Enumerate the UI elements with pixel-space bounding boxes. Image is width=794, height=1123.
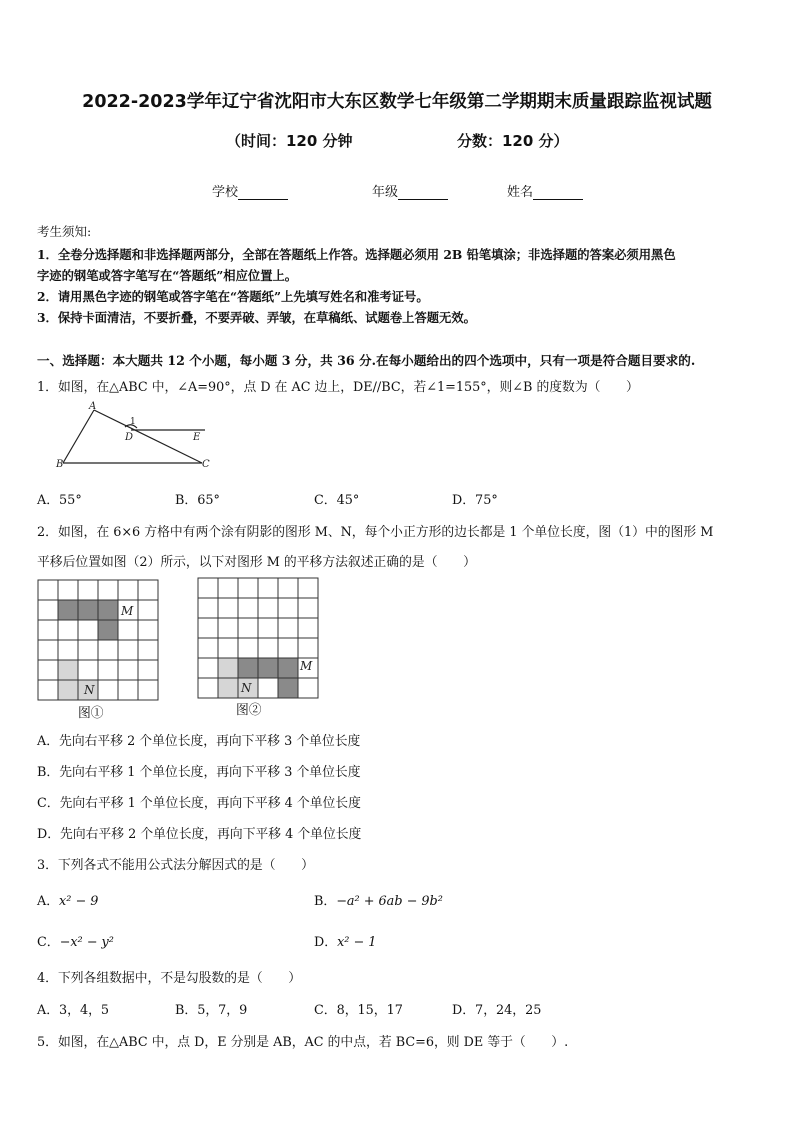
notice-item-2: 2．请用黑色字迹的钢笔或答字笔在“答题纸”上先填写姓名和准考证号。 [37,289,429,304]
section-heading: 一、选择题：本大题共 12 个小题，每小题 3 分，共 36 分.在每小题给出的四个选项中，只有一项是符合题目要求的. [37,353,696,368]
q3-option-b[interactable] [314,890,443,909]
school-field[interactable] [212,181,288,200]
label-m: M [121,604,134,618]
label-n: N [84,683,95,697]
notice-item-1-cont: 字迹的钢笔或答字笔写在“答题纸”相应位置上。 [37,268,298,283]
q3-option-b-expr: −a² + 6ab − 9b² [336,894,443,909]
q2-option-d[interactable]: D．先向右平移 2 个单位长度，再向下平移 4 个单位长度 [37,827,362,842]
label-c: C [202,459,210,470]
q1-option-a[interactable]: A．55° [37,493,82,508]
label-d: D [125,432,134,443]
q4-option-b[interactable]: B．5，7，9 [175,1003,248,1018]
q3-option-d-expr: x² − 1 [337,935,377,950]
label-1: 1 [130,417,136,427]
grade-label: 年级 [372,185,399,200]
q4-option-c[interactable]: C．8，15，17 [314,1003,403,1018]
shape-m-top [238,658,298,678]
paper-title: 2022-2023学年辽宁省沈阳市大东区数学七年级第二学期期末质量跟踪监视试题 [82,92,712,112]
q3-option-d-label: D． [314,935,338,950]
q3-option-a-label: A． [37,894,60,909]
q2-fig2-caption: 图② [236,703,262,718]
q1-option-b[interactable]: B．65° [175,493,220,508]
label-e: E [193,432,201,443]
notice-item-1: 1．全卷分选择题和非选择题两部分，全部在答题纸上作答。选择题必须用 2B 铅笔填涂；非选择题的答案必须用黑色 [37,247,676,262]
q5-stem: 5．如图，在△ABC 中，点 D，E 分别是 AB，AC 的中点，若 BC=6，则 DE 等于（ ）. [37,1035,569,1050]
label-b: B [56,459,64,470]
exam-time: （时间：120 分钟 [226,132,353,150]
q3-option-c-label: C． [37,935,60,950]
q2-grid-figure-2 [197,577,321,699]
q2-option-b[interactable]: B．先向右平移 1 个单位长度，再向下平移 3 个单位长度 [37,765,361,780]
name-blank[interactable] [533,186,583,200]
q2-grid-figure-1 [37,579,161,701]
shape-m-tail [278,678,298,698]
shape-m-top [58,600,118,620]
shape-m-tail [98,620,118,640]
q2-option-c[interactable]: C．先向右平移 1 个单位长度，再向下平移 4 个单位长度 [37,796,361,811]
grade-blank[interactable] [398,186,448,200]
side-ac [94,410,202,463]
q4-option-d[interactable]: D．7，24，25 [452,1003,542,1018]
q3-option-d[interactable] [314,931,376,950]
label-n: N [241,681,252,695]
q3-option-c[interactable] [37,931,114,950]
grade-field[interactable] [372,181,448,200]
label-a: A [89,401,97,412]
q2-stem-line2: 平移后位置如图（2）所示，以下对图形 M 的平移方法叙述正确的是（ ） [37,555,476,570]
q3-option-c-expr: −x² − y² [59,935,114,950]
label-m: M [300,659,313,673]
name-label: 姓名 [507,185,534,200]
q3-option-b-label: B． [314,894,337,909]
q2-option-a[interactable]: A．先向右平移 2 个单位长度，再向下平移 3 个单位长度 [37,734,361,749]
q3-stem: 3．下列各式不能用公式法分解因式的是（ ） [37,858,314,873]
q3-option-a-expr: x² − 9 [59,894,99,909]
notice-heading: 考生须知: [37,224,92,239]
side-ab [63,410,94,463]
school-blank[interactable] [238,186,288,200]
name-field[interactable] [507,181,583,200]
q1-option-c[interactable]: C．45° [314,493,360,508]
q4-option-a[interactable]: A．3，4，5 [37,1003,110,1018]
q4-stem: 4．下列各组数据中，不是勾股数的是（ ） [37,971,302,986]
exam-score: 分数：120 分） [457,132,569,150]
q2-stem-line1: 2．如图，在 6×6 方格中有两个涂有阴影的图形 M、N，每个小正方形的边长都是 1 个单位长度，图（1）中的图形 M [37,525,714,540]
q1-stem: 1．如图，在△ABC 中，∠A=90°，点 D 在 AC 边上，DE//BC，若∠1=155°，则∠B 的度数为（ ） [37,380,639,395]
school-label: 学校 [212,185,239,200]
q1-option-d[interactable]: D．75° [452,493,498,508]
q3-option-a[interactable] [37,890,98,909]
q1-triangle-figure [55,400,215,475]
q2-fig1-caption: 图① [78,706,104,721]
notice-item-3: 3．保持卡面清洁，不要折叠，不要弄破、弄皱，在草稿纸、试题卷上答题无效。 [37,310,476,325]
